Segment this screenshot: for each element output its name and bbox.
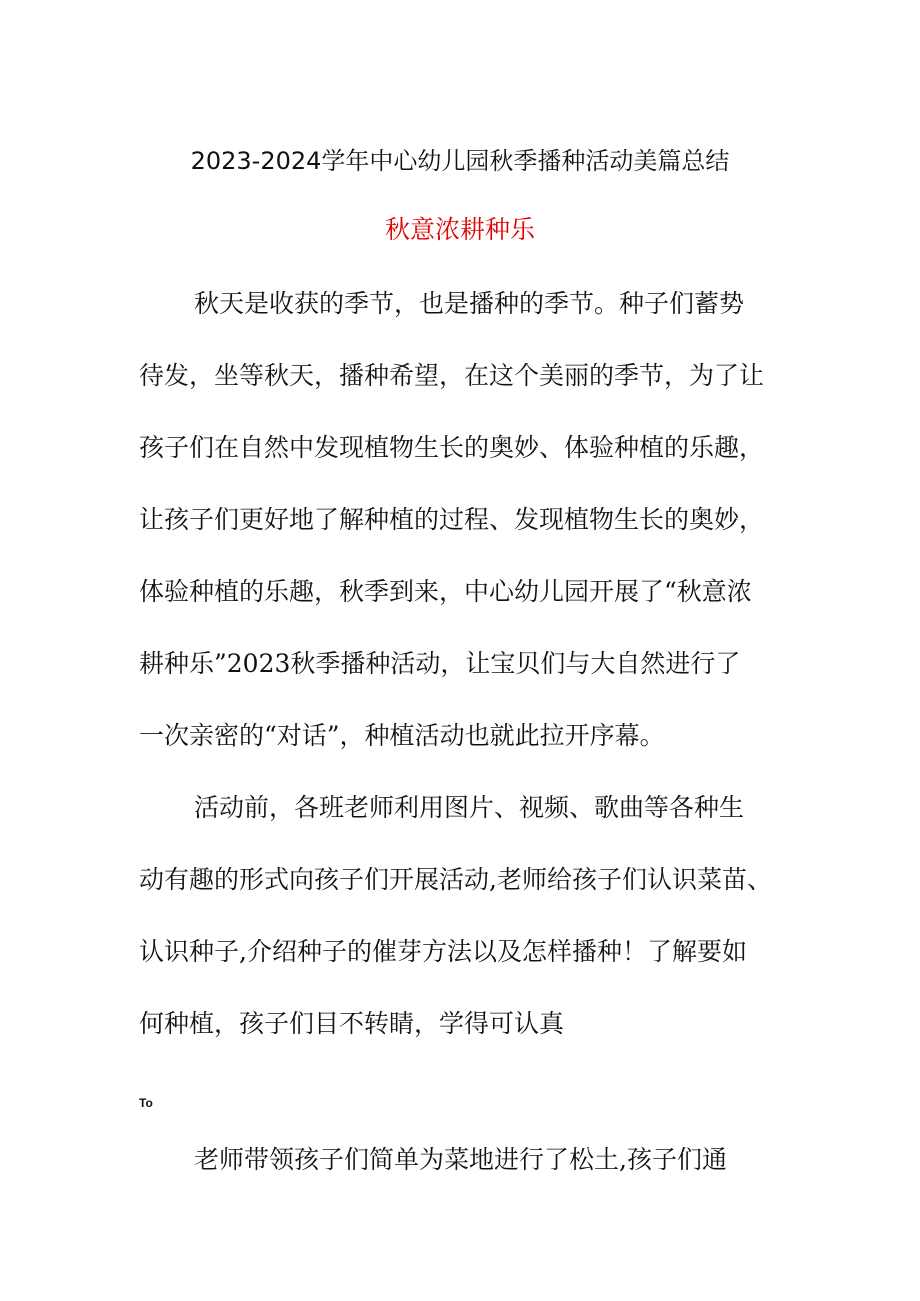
- text-line: 秋天是收获的季节，也是播种的季节。种子们蓄势: [194, 289, 745, 318]
- text-line: 动有趣的形式向孩子们开展活动,老师给孩子们认识菜苗、: [139, 865, 772, 894]
- text-line: 待发，坐等秋天，播种希望，在这个美丽的季节，为了让: [139, 361, 765, 390]
- text-line: 让孩子们更好地了解种植的过程、发现植物生长的奥妙，: [139, 505, 765, 534]
- text-line: 认识种子,介绍种子的催芽方法以及怎样播种！了解要如: [139, 937, 747, 966]
- text-line: 一次亲密的“对话”，种植活动也就此拉开序幕。: [139, 721, 665, 750]
- text-line: 孩子们在自然中发现植物生长的奥妙、体验种植的乐趣，: [139, 433, 765, 462]
- text-line: 体验种植的乐趣，秋季到来，中心幼儿园开展了“秋意浓: [139, 577, 752, 606]
- document-title: 2023-2024学年中心幼儿园秋季播种活动美篇总结: [190, 147, 730, 175]
- text-line: 耕种乐”2023秋季播种活动，让宝贝们与大自然进行了: [139, 649, 741, 678]
- document-subtitle: 秋意浓耕种乐: [384, 215, 535, 244]
- text-line: 活动前，各班老师利用图片、视频、歌曲等各种生: [194, 793, 745, 822]
- text-line: 何种植，孩子们目不转睛，学得可认真: [139, 1009, 565, 1038]
- image-placeholder-marker: To: [139, 1096, 153, 1110]
- text-line: 老师带领孩子们简单为菜地进行了松土,孩子们通: [194, 1145, 727, 1174]
